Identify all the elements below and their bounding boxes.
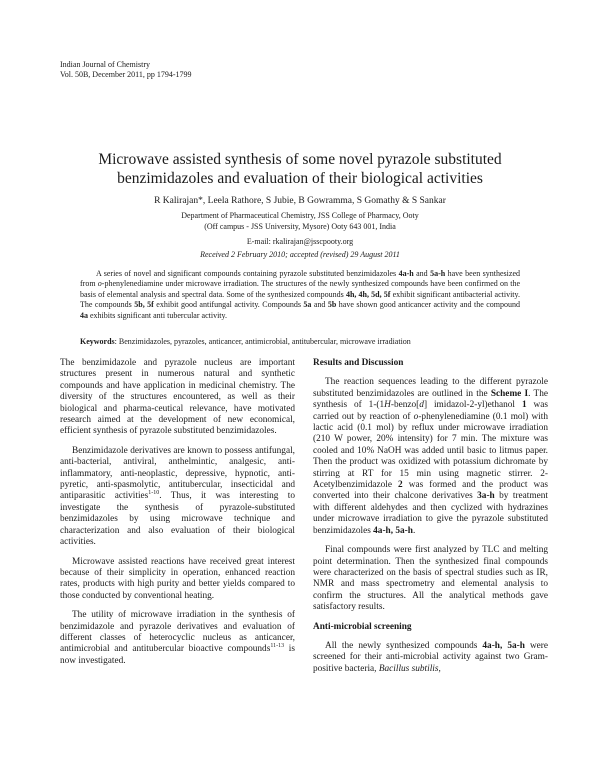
citation-ref: 1-10 [148, 490, 160, 497]
abstract-text: have been synthesized from [80, 269, 520, 289]
antimicrobial-paragraph [313, 641, 548, 675]
section-heading-antimicrobial: Anti-microbial screening [313, 621, 412, 632]
compound-label: 5b [327, 300, 337, 310]
species-name: Bacillus subtilis, [378, 663, 441, 674]
intro-paragraph-1: The benzimidazole and pyrazole nucleus are important structures present in numerous natural and synthetic compounds and have application in medicinal chemistry. The diversity of the structures encountered, as well as their biological and pharma-ceutical relevance, have motivated research aimed at the development of new economical, efficient synthesis of pyrazole substituted benzimidazoles. [60, 358, 295, 437]
affiliation-line-1: Department of Pharmaceutical Chemistry, JSS College of Pharmacy, Ooty [181, 211, 419, 220]
results-paragraph-1 [313, 377, 548, 537]
paragraph-text: . [412, 525, 416, 536]
abstract-text: and [413, 269, 431, 278]
compound-label: 5a [303, 300, 312, 310]
intro-paragraph-4 [60, 610, 295, 667]
affiliation-line-2: (Off campus - JSS University, Mysore) Ooty 643 001, India [204, 221, 396, 231]
intro-paragraph-3: Microwave assisted reactions have received great interest because of their simplicity in operation, enhanced reaction rates, products with high purity and better yields compared to those conducted by conventional heating. [60, 556, 295, 601]
paragraph-text: was carried out by reaction of [313, 400, 548, 422]
compound-label: 4a-h, 5a-h [482, 640, 525, 651]
paragraph-text: is now investigated. [60, 644, 295, 666]
compound-label: 5b, 5f [134, 300, 154, 310]
keywords [80, 337, 520, 346]
paper-title: Microwave assisted synthesis of some novel pyrazole substituted benzimidazoles and evaluation of their biological activities [98, 151, 502, 187]
compound-label: 3a-h [477, 491, 495, 502]
compound-label: 4h, 4h, 5d, 5f [345, 289, 391, 299]
affiliation [60, 211, 540, 232]
abstract-text: exhibit good antifungal activity. Compounds [153, 300, 304, 310]
paragraph-text: . Thus, it was interesting to investigate the synthesis of pyrazole-substituted benzimidazoles by using microwave technique and characterization and also evaluation of their biological activities. [60, 491, 295, 548]
paragraph-text: All the newly synthesized compounds [325, 640, 483, 651]
paragraph-italic: H [384, 400, 391, 411]
paragraph-text: by treatment with different aldehydes and then cyclized with hydrazines under microwave irradiation to give the pyrazole substituted benzimidazoles [313, 491, 548, 536]
author-list: R Kalirajan*, Leela Rathore, S Jubie, B Gowramma, S Gomathy & S Sankar [154, 196, 446, 206]
keywords-label: Keywords [80, 337, 115, 346]
paragraph-text: The reaction sequences leading to the different pyrazole substituted benzimidazoles are outlined in the [313, 377, 548, 399]
paragraph-text: Benzimidazole derivatives are known to possess antifungal, anti-bacterial, antiviral, anthelmintic, analgesic, anti-inflammatory, anti-neoplastic, depressive, hypnotic, anti-pyretic, anti-spasmolytic, antitubercular, insecticidal and antiparasitic activities [60, 445, 295, 502]
paragraph-italic: o [413, 411, 419, 422]
journal-volume: Vol. 50B, December 2011, pp 1794-1799 [60, 70, 192, 79]
abstract-text: exhibit significant antibacterial activity. The compounds [80, 289, 521, 310]
keywords-text: : Benzimidazoles, pyrazoles, anticancer, antimicrobial, antitubercular, microwave irradiation [114, 337, 411, 346]
abstract [80, 269, 520, 321]
intro-paragraph-2 [60, 446, 295, 549]
paragraph-text: were screened for their anti-microbial activity against two Gram-positive bacteria, [313, 640, 549, 674]
abstract-text: -phenylenediamine under microwave irradiation. The structures of the newly synthesized compounds have been confirmed on the basis of elemental analysis and spectral data. Some of the synthesized compounds [80, 279, 520, 299]
compound-label: 1 [521, 400, 527, 411]
citation-ref: 11-13 [270, 643, 285, 650]
compound-label: 4a-h, 5a-h [373, 525, 413, 536]
paragraph-text: -phenylenediamine (0.1 mol) with lactic acid (0.1 mol) by reflux under microwave irradiation (210 W power, 20% intensity) for 7 min. The mixture was cooled and 10% NaOH was added until basic to litmus paper. Then the product was oxidized with potassium dichromate by stirring at RT for 15 min using magnetic stirrer. 2-Acetylbenzimidazole [313, 411, 548, 491]
journal-citation [60, 60, 192, 80]
paragraph-text: . The synthesis of 1-(1 [313, 388, 548, 411]
left-column [60, 358, 295, 675]
paragraph-text: The utility of microwave irradiation in the synthesis of benzimidazole and pyrazole derivatives and evaluation of different classes of heterocyclic nucleus as anticancer, antimicrobial and antitubercular bioactive compounds [60, 610, 295, 655]
email-line: E-mail: rkalirajan@jsscpooty.org [246, 237, 354, 246]
compound-label: 4a [80, 310, 88, 320]
compound-label: 5a-h [430, 269, 446, 278]
scheme-ref: Scheme I [490, 388, 529, 399]
received-dates: Received 2 February 2010; accepted (revised) 29 August 2011 [200, 250, 400, 259]
paragraph-italic: d [419, 400, 424, 411]
abstract-italic: o [97, 279, 102, 289]
section-heading-results: Results and Discussion [313, 358, 404, 368]
abstract-text: A series of novel and significant compounds containing pyrazole substituted benzimidazoles [96, 269, 399, 278]
compound-label: 4a-h [398, 269, 414, 278]
abstract-text: exhibits significant anti tubercular activity. [88, 310, 227, 320]
results-paragraph-2: Final compounds were first analyzed by TLC and melting point determination. Then the synthesized final compounds were characterized on the basis of spectral studies such as IR, NMR and mass spectrometry and elemental analysis to confirm the structures. All the analytical methods gave satisfactory results. [313, 545, 548, 613]
abstract-text: have shown good anticancer activity and the compound [336, 300, 520, 310]
paragraph-text: was formed and the product was converted into their chalcone derivatives [313, 480, 548, 502]
abstract-text: and [311, 300, 328, 310]
paragraph-text: ] imidazol-2-yl)ethanol [423, 400, 522, 411]
right-column [313, 358, 548, 683]
paragraph-text: -benzo[ [390, 400, 420, 411]
compound-label: 2 [398, 480, 403, 491]
journal-name: Indian Journal of Chemistry [60, 60, 150, 69]
